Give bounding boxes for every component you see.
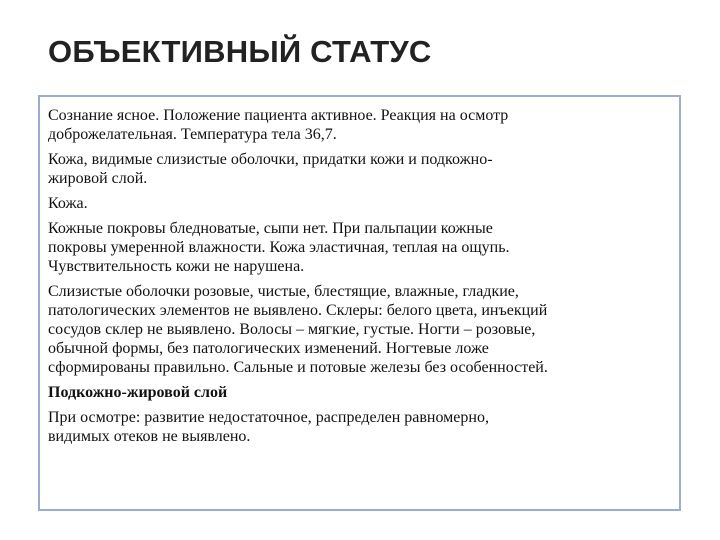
text-line: Слизистые оболочки розовые, чистые, блестящие, влажные, гладкие, [48,283,519,300]
text-line: При осмотре: развитие недостаточное, распределен равномерно, [48,409,489,426]
slide-title: ОБЪЕКТИВНЫЙ СТАТУС [48,34,432,69]
text-line: видимых отеков не выявлено. [48,428,251,445]
text-line: Кожа, видимые слизистые оболочки, придатки кожи и подкожно- [48,151,493,168]
paragraph-general-condition [48,106,679,144]
paragraph-mucosa-description [48,282,679,377]
paragraph-subcutaneous-fat-description [48,408,679,446]
text-line: Сознание ясное. Положение пациента активное. Реакция на осмотр [48,107,509,124]
text-line: доброжелательная. Температура тела 36,7. [48,126,337,143]
text-line: жировой слой. [48,170,148,187]
text-line: сформированы правильно. Сальные и потовые железы без особенностей. [48,359,548,376]
subcutaneous-fat-heading [48,383,679,402]
text-line: Кожа. [48,195,88,212]
paragraph-skin-section-intro [48,150,679,188]
text-line: патологических элементов не выявлено. Склеры: белого цвета, инъекций [48,302,548,319]
text-line: покровы умеренной влажности. Кожа эластичная, теплая на ощупь. [48,239,510,256]
text-line: Подкожно-жировой слой [48,384,228,401]
content-box [38,95,681,511]
paragraph-skin-label [48,194,679,213]
paragraph-skin-description [48,219,679,276]
text-line: Кожные покровы бледноватые, сыпи нет. При пальпации кожные [48,220,493,237]
text-line: сосудов склер не выявлено. Волосы – мягкие, густые. Ногти – розовые, [48,321,536,338]
text-line: Чувствительность кожи не нарушена. [48,258,305,275]
text-line: обычной формы, без патологических изменений. Ногтевые ложе [48,340,489,357]
